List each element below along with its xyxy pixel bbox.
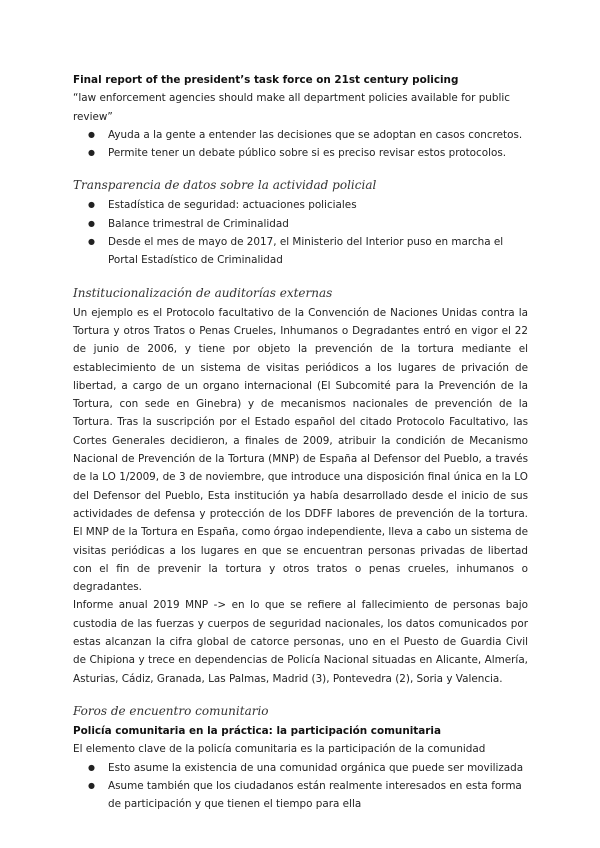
community-bullet-list [73, 759, 528, 814]
section-heading-audits: Institucionalización de auditorías externas [73, 285, 333, 300]
section-heading-transparency: Transparencia de datos sobre la actividad policial [73, 178, 377, 193]
report-bullet-list [73, 126, 528, 163]
list-item: ● Desde el mes de mayo de 2017, el Ministerio del Interior puso en marcha el Portal Estadístico de Criminalidad [73, 233, 528, 270]
list-item: ● Balance trimestral de Criminalidad [73, 215, 528, 233]
list-item: ● Asume también que los ciudadanos están realmente interesados en esta forma de participación y que tienen el tiempo para ella [73, 777, 528, 814]
list-item: ● Esto asume la existencia de una comunidad orgánica que puede ser movilizada [73, 759, 528, 777]
audits-paragraph: Un ejemplo es el Protocolo facultativo de la Convención de Naciones Unidas contra la Tortura y otros Tratos o Penas Crueles, Inhumanos o Degradantes entró en vigor el 22 de junio de 2006, y tiene por objeto la prevención de la tortura mediante el establecimiento de un sistema de visitas periódicos a los lugares de privación de libertad, a cargo de un organo internacional (El Subcomité para la Prevención de la Tortura, con sede en Ginebra) y de mecanismos nacionales de prevención de la Tortura. Tras la suscripción por el Estado español del citado Protocolo Facultativo, las Cortes Generales decidieron, a finales de 2009, atribuir la condición de Mecanismo Nacional de Prevención de la Tortura (MNP) de España al Defensor del Pueblo, a través de la LO 1/2009, de 3 de noviembre, que introduce una disposición final única en la LO del Defensor del Pueblo, Esta institución ya había desarrollado desde el inicio de sus actividades de defensa y protección de los DDFF labores de prevención de la tortura. El MNP de la Tortura en España, como órgao independiente, lleva a cabo un sistema de visitas periódicas a los lugares en que se encuentran personas privadas de libertad con el fin de prevenir la tortura y otros tratos o penas crueles, inhumanos o degradantes. [73, 306, 528, 594]
list-item: ● Permite tener un debate público sobre si es preciso revisar estos protocolos. [73, 144, 528, 162]
community-policing-intro: El elemento clave de la policía comunitaria es la participación de la comunidad [73, 743, 486, 756]
section-heading-community-forums: Foros de encuentro comunitario [73, 703, 269, 718]
community-policing-subtitle: Policía comunitaria en la práctica: la participación comunitaria [73, 724, 441, 737]
list-item: ● Ayuda a la gente a entender las decisiones que se adoptan en casos concretos. [73, 126, 528, 144]
mnp-report-paragraph: Informe anual 2019 MNP -> en lo que se refiere al fallecimiento de personas bajo custodia de las fuerzas y cuerpos de seguridad nacionales, los datos comunicados por estas alcanzan la cifra global de catorce personas, uno en el Puesto de Guardia Civil de Chipiona y trece en dependencias de Policía Nacional situadas en Alicante, Almería, Asturias, Cádiz, Granada, Las Palmas, Madrid (3), Pontevedra (2), Soria y Valencia. [73, 599, 528, 685]
report-title: Final report of the president’s task force on 21st century policing [73, 74, 459, 86]
document-page [73, 71, 528, 813]
transparency-bullet-list [73, 196, 528, 269]
list-item: ● Estadística de seguridad: actuaciones policiales [73, 196, 528, 214]
report-quote: “law enforcement agencies should make all department policies available for public review” [73, 92, 510, 123]
